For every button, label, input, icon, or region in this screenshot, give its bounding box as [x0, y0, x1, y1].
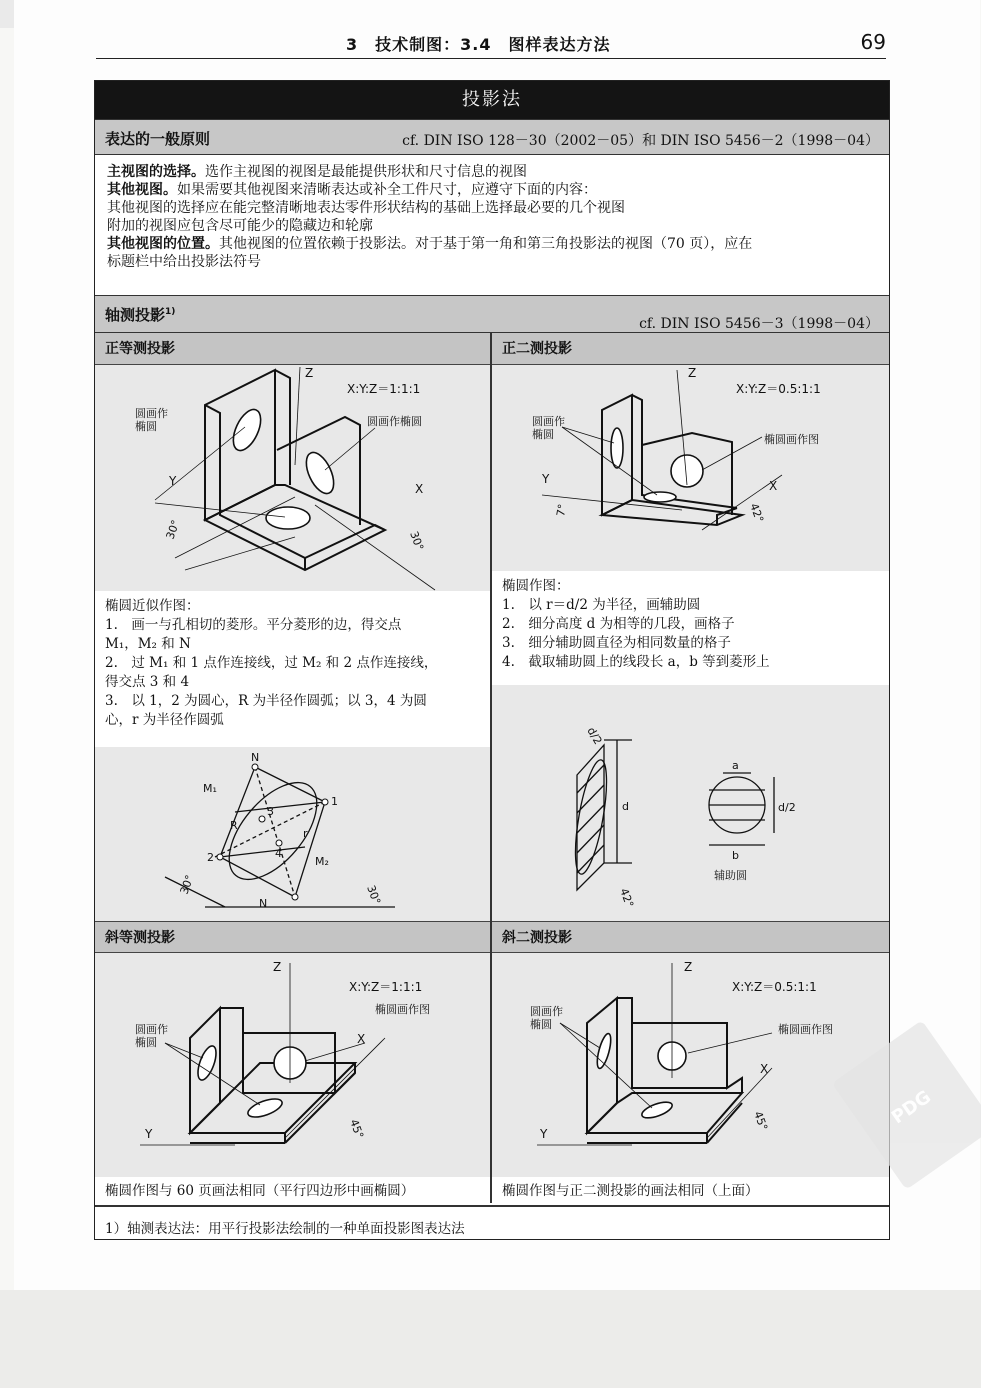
- svg-text:30°: 30°: [163, 518, 183, 542]
- svg-text:a: a: [732, 759, 739, 772]
- svg-text:Z: Z: [273, 960, 282, 974]
- cabinet-figure: [492, 953, 889, 1177]
- principle-line: 其他视图。如果需要其他视图来清晰表达或补全工件尺寸，应遵守下面的内容：: [107, 182, 597, 198]
- principle-line: 其他视图的位置。其他视图的位置依赖于投影法。对于基于第一角和第三角投影法的视图（70 页），应在: [107, 236, 753, 252]
- step-line: 1. 画一与孔相切的菱形。平分菱形的边，得交点: [105, 617, 402, 633]
- general-principles-reference: cf. DIN ISO 128－30（2002－05）和 DIN ISO 5456－2（1998－04）: [402, 133, 879, 149]
- isometric-heading: 正等测投影: [95, 333, 490, 365]
- isometric-ellipse-construction: [95, 747, 490, 921]
- watermark-logo: PDG: [832, 1020, 981, 1190]
- svg-text:X:Y:Z＝0.5:1:1: X:Y:Z＝0.5:1:1: [732, 980, 817, 994]
- svg-text:N: N: [259, 897, 268, 910]
- step-line: 2. 细分高度 d 为相等的几段，画格子: [502, 616, 735, 632]
- running-header: [96, 28, 886, 59]
- cabinet-note: 椭圆作图与正二测投影的画法相同（上面）: [492, 1179, 889, 1203]
- step-line: M₁，M₂ 和 N: [105, 636, 191, 652]
- svg-text:X: X: [760, 1062, 769, 1076]
- svg-text:30°: 30°: [364, 883, 384, 907]
- svg-text:42°: 42°: [617, 886, 637, 910]
- principle-line: 附加的视图应包含尽可能少的隐藏边和轮廓: [107, 218, 373, 234]
- cavalier-figure: [95, 953, 490, 1177]
- svg-text:7°: 7°: [554, 502, 570, 518]
- step-line: 得交点 3 和 4: [105, 674, 190, 690]
- footnote-divider: [95, 1205, 889, 1207]
- svg-text:r: r: [303, 827, 308, 840]
- svg-text:30°: 30°: [407, 529, 427, 553]
- dimetric-heading: 正二测投影: [492, 333, 889, 365]
- svg-text:圆画作椭圆: 圆画作椭圆: [530, 1005, 563, 1031]
- axonometric-label: 轴测投影: [105, 306, 166, 324]
- dimetric-steps: [492, 573, 889, 683]
- svg-text:圆画作椭圆: 圆画作椭圆: [135, 407, 168, 433]
- svg-text:1: 1: [331, 795, 338, 808]
- step-line: 1. 以 r＝d/2 为半径，画辅助圆: [502, 597, 701, 613]
- svg-text:X:Y:Z＝0.5:1:1: X:Y:Z＝0.5:1:1: [736, 382, 821, 396]
- svg-text:Z: Z: [684, 960, 693, 974]
- svg-text:X: X: [415, 482, 424, 496]
- general-principles-text: [107, 163, 752, 271]
- svg-text:椭圆画作图: 椭圆画作图: [764, 433, 819, 446]
- svg-text:椭圆画作图: 椭圆画作图: [778, 1023, 833, 1036]
- svg-text:X: X: [357, 1032, 366, 1046]
- svg-text:M₁: M₁: [203, 782, 217, 795]
- svg-text:X:Y:Z＝1:1:1: X:Y:Z＝1:1:1: [349, 980, 423, 994]
- svg-text:圆画作椭圆: 圆画作椭圆: [532, 415, 565, 441]
- svg-text:Y: Y: [540, 1127, 548, 1141]
- footnote-marker: 1): [165, 307, 176, 317]
- principle-line: 标题栏中给出投影法符号: [107, 254, 261, 270]
- isometric-figure: [95, 365, 490, 591]
- step-line: 4. 截取辅助圆上的线段长 a，b 等到菱形上: [502, 654, 770, 670]
- svg-text:3: 3: [267, 805, 274, 818]
- cavalier-note: 椭圆作图与 60 页画法相同（平行四边形中画椭圆）: [95, 1179, 490, 1203]
- axonometric-reference: cf. DIN ISO 5456－3（1998－04）: [639, 316, 879, 332]
- svg-text:Y: Y: [169, 474, 177, 488]
- svg-text:X: X: [769, 479, 778, 493]
- svg-text:X:Y:Z＝1:1:1: X:Y:Z＝1:1:1: [347, 382, 421, 396]
- footnote: 1）轴测表达法：用平行投影法绘制的一种单面投影图表达法: [105, 1221, 465, 1237]
- svg-text:辅助圆: 辅助圆: [714, 869, 747, 882]
- page-number: 69: [860, 30, 886, 54]
- svg-text:M₂: M₂: [315, 855, 329, 868]
- svg-text:N: N: [251, 751, 260, 764]
- dimetric-figure: [492, 365, 889, 571]
- axonometric-heading: [95, 295, 889, 333]
- principle-line: 主视图的选择。选作主视图的视图是最能提供形状和尺寸信息的视图: [107, 164, 527, 180]
- svg-text:Y: Y: [145, 1127, 153, 1141]
- svg-text:45°: 45°: [751, 1109, 771, 1133]
- isometric-steps: [95, 593, 490, 745]
- steps-title: 椭圆作图：: [502, 578, 570, 594]
- svg-text:45°: 45°: [347, 1117, 367, 1141]
- svg-text:Z: Z: [688, 366, 697, 380]
- scan-margin-bottom: [0, 1290, 981, 1388]
- svg-text:Y: Y: [542, 472, 550, 486]
- step-line: 2. 过 M₁ 和 1 点作连接线，过 M₂ 和 2 点作连接线，: [105, 655, 438, 671]
- svg-text:b: b: [732, 849, 739, 862]
- step-line: 3. 以 1，2 为圆心，R 为半径作圆弧；以 3，4 为圆: [105, 693, 427, 709]
- step-line: 3. 细分辅助圆直径为相同数量的格子: [502, 635, 731, 651]
- svg-text:2: 2: [207, 851, 214, 864]
- svg-text:d/2: d/2: [584, 725, 605, 747]
- cabinet-heading: 斜二测投影: [492, 921, 889, 953]
- svg-text:圆画作椭圆: 圆画作椭圆: [135, 1023, 168, 1049]
- dimetric-ellipse-construction: [492, 685, 889, 921]
- svg-text:4: 4: [275, 847, 282, 860]
- svg-text:椭圆画作图: 椭圆画作图: [375, 1003, 430, 1016]
- svg-text:Z: Z: [305, 366, 314, 380]
- steps-title: 椭圆近似作图：: [105, 598, 200, 614]
- chapter-title: 3 技术制图：3.4 图样表达方法: [346, 35, 611, 54]
- svg-text:R: R: [230, 819, 238, 832]
- svg-text:圆画作椭圆: 圆画作椭圆: [367, 415, 422, 428]
- cavalier-heading: 斜等测投影: [95, 921, 490, 953]
- svg-text:d/2: d/2: [778, 801, 796, 814]
- content-frame: [94, 80, 890, 1240]
- svg-text:d: d: [622, 800, 629, 813]
- general-principles-label: 表达的一般原则: [105, 130, 211, 148]
- svg-text:42°: 42°: [747, 501, 767, 525]
- section-banner: 投影法: [95, 81, 889, 119]
- general-principles-heading: [95, 119, 889, 155]
- svg-text:30°: 30°: [177, 873, 197, 897]
- principle-line: 其他视图的选择应在能完整清晰地表达零件形状结构的基础上选择最必要的几个视图: [107, 200, 625, 216]
- step-line: 心，r 为半径作圆弧: [105, 712, 224, 728]
